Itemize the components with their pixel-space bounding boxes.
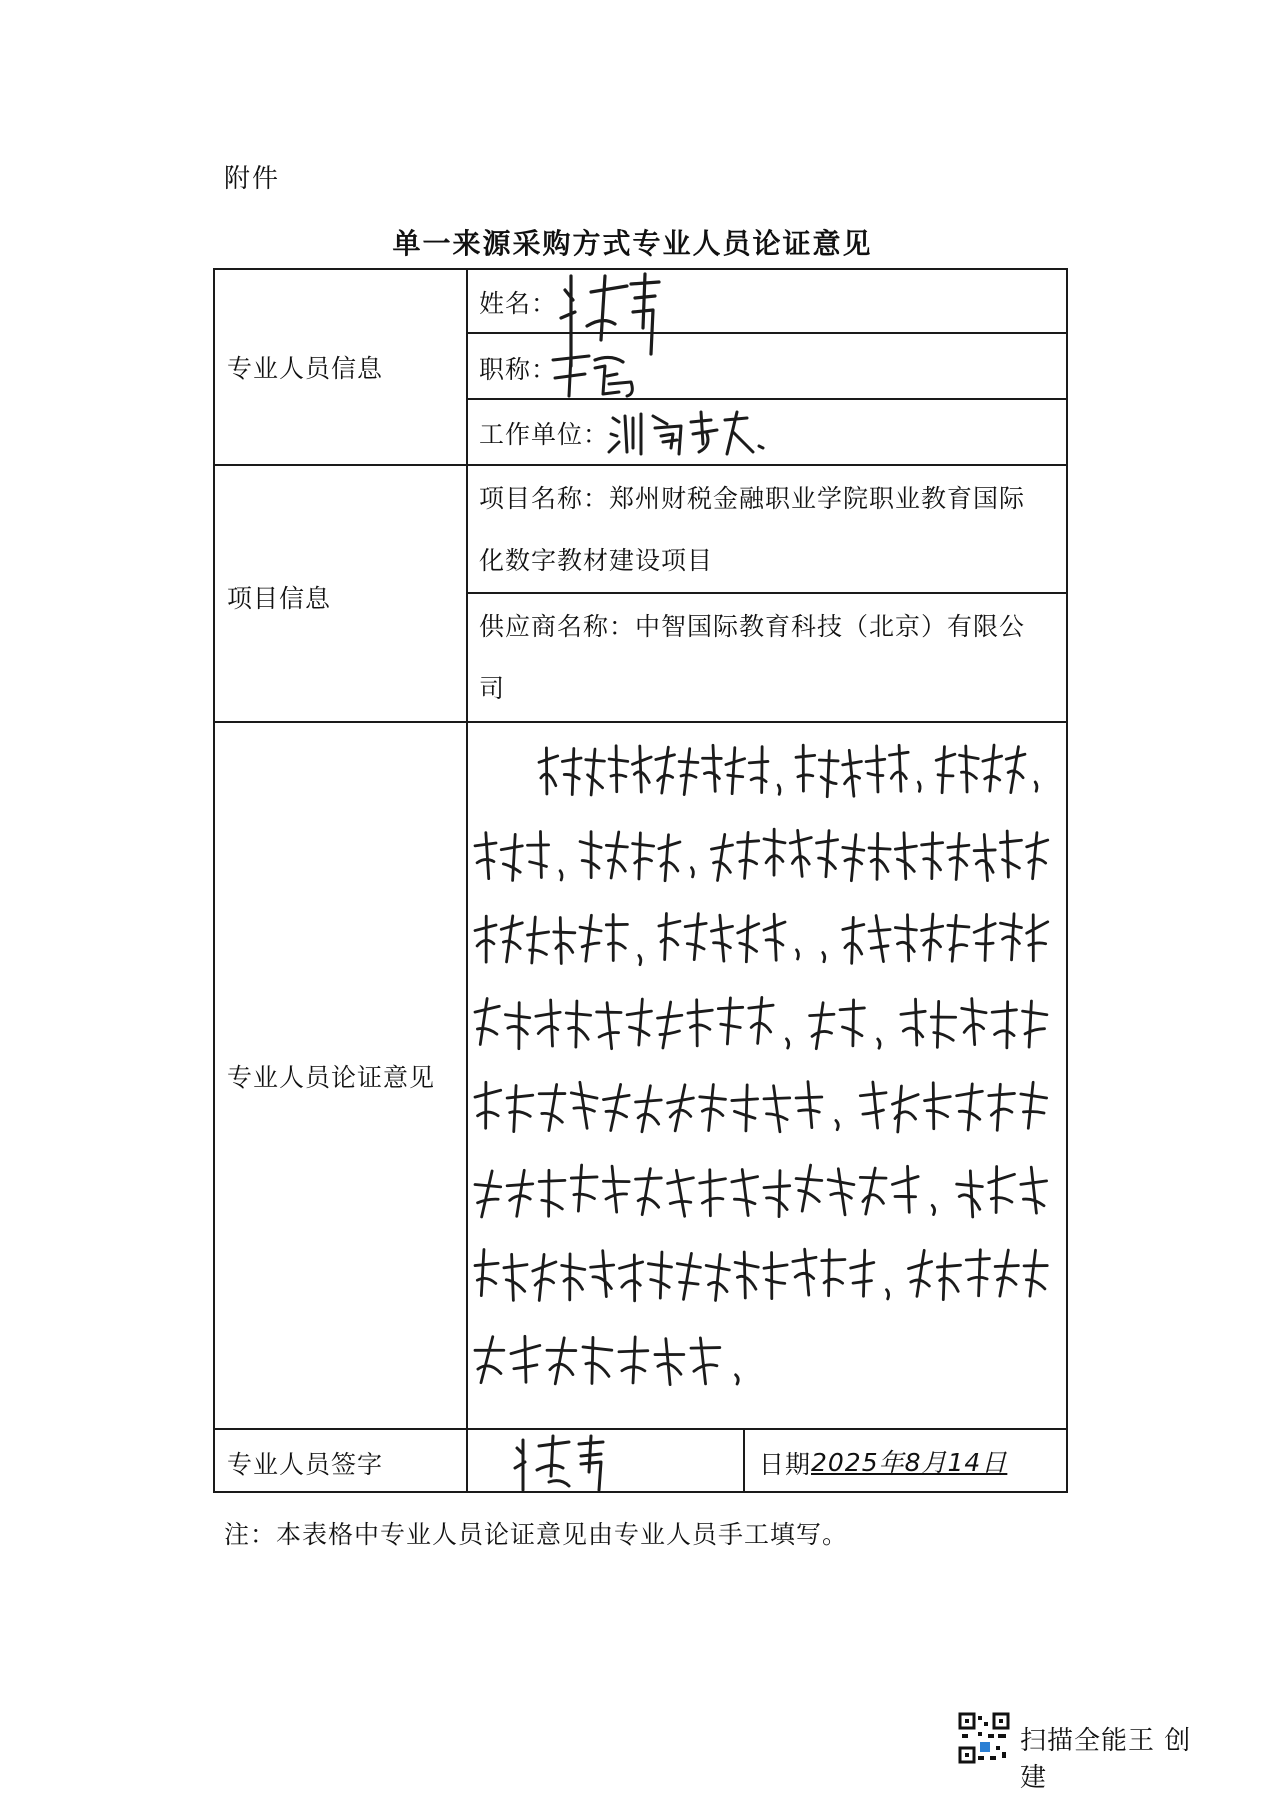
watermark-text: 扫描全能王 创建 xyxy=(1020,1726,1192,1793)
handwritten-char xyxy=(962,999,986,1045)
handwritten-char xyxy=(668,1170,694,1216)
handwritten-char xyxy=(475,833,496,879)
handwritten-char xyxy=(738,832,759,878)
handwritten-char xyxy=(668,1085,694,1131)
handwritten-char xyxy=(749,997,773,1043)
handwritten-char xyxy=(539,1170,565,1216)
opinion-section-label: 专业人员论证意见 xyxy=(227,1063,436,1092)
handwriting-line xyxy=(475,914,1048,965)
handwritten-char xyxy=(892,1166,918,1212)
handwritten-char xyxy=(533,1254,556,1300)
handwritten-char xyxy=(922,833,943,879)
handwritten-char xyxy=(547,1338,576,1384)
row-divider-opinion xyxy=(213,1428,1068,1430)
handwritten-char xyxy=(659,835,680,881)
handwritten-char xyxy=(796,1165,822,1211)
opinion-form-table xyxy=(213,268,1068,1493)
handwritten-char xyxy=(778,785,780,794)
handwritten-char xyxy=(989,1084,1015,1130)
handwritten-char xyxy=(764,829,785,875)
project-name-line-1: 项目名称：郑州财税金融职业学院职业教育国际 xyxy=(479,484,1026,513)
handwritten-char xyxy=(636,1086,662,1132)
handwritten-char xyxy=(895,833,916,879)
handwritten-char xyxy=(738,916,759,962)
handwritten-char xyxy=(562,749,581,795)
project-name-line-2: 化数字教材建设项目 xyxy=(479,546,714,575)
handwritten-char xyxy=(511,1336,540,1382)
handwritten-char xyxy=(983,745,1002,791)
handwritten-char xyxy=(974,835,995,881)
handwritten-char xyxy=(603,1084,629,1130)
handwritten-char xyxy=(1035,782,1037,791)
handwritten-char xyxy=(583,1337,612,1383)
name-label: 姓名： xyxy=(479,289,558,318)
qr-code-icon xyxy=(958,1712,1010,1764)
handwritten-char xyxy=(796,745,815,791)
handwritten-char xyxy=(639,955,641,964)
handwritten-char xyxy=(475,1250,498,1296)
handwritten-char xyxy=(619,1337,648,1383)
handwritten-char xyxy=(989,1166,1015,1212)
handwritten-char xyxy=(700,1084,726,1130)
handwritten-char xyxy=(659,914,680,960)
handwritten-char xyxy=(679,749,698,795)
handwritten-char xyxy=(843,835,864,881)
handwritten-char xyxy=(1021,1167,1047,1213)
handwritten-char xyxy=(936,747,955,793)
handwritten-char xyxy=(528,917,549,963)
handwritten-char xyxy=(1024,1250,1047,1296)
handwritten-char xyxy=(819,751,838,797)
handwritten-char xyxy=(957,1084,983,1130)
handwriting-line xyxy=(475,1165,1047,1217)
table-border-left xyxy=(213,268,215,1493)
handwritten-char xyxy=(810,1003,834,1049)
handwritten-char xyxy=(764,1086,790,1132)
handwritten-char xyxy=(828,1169,854,1215)
title-handwritten xyxy=(549,350,639,400)
handwritten-char xyxy=(764,1253,787,1299)
personnel-section-label: 专业人员信息 xyxy=(227,354,384,383)
table-border-bottom xyxy=(213,1491,1068,1493)
handwritten-char xyxy=(606,832,627,878)
signature-handwritten xyxy=(509,1432,639,1492)
handwritten-char xyxy=(688,1000,712,1046)
handwritten-char xyxy=(609,746,628,792)
handwritten-char xyxy=(790,830,811,876)
handwritten-char xyxy=(736,1375,739,1384)
date-label: 日期 xyxy=(759,1450,812,1479)
handwritten-char xyxy=(658,1002,682,1048)
handwritten-char xyxy=(562,1254,585,1300)
handwritten-char xyxy=(793,1249,816,1295)
handwritten-char xyxy=(507,1086,533,1132)
handwritten-char xyxy=(995,1250,1018,1296)
handwritten-char xyxy=(475,916,496,962)
handwritten-char xyxy=(586,749,605,795)
handwritten-char xyxy=(823,953,825,962)
handwritten-char xyxy=(851,1250,874,1296)
handwritten-char xyxy=(732,1170,758,1216)
signature-label: 专业人员签字 xyxy=(227,1450,384,1479)
handwritten-char xyxy=(843,917,864,963)
handwritten-char xyxy=(606,914,627,960)
handwritten-char xyxy=(1027,915,1048,961)
handwriting-strokes xyxy=(469,724,1065,1426)
handwritten-char xyxy=(764,914,785,960)
row-divider-personnel xyxy=(213,464,1068,466)
handwritten-char xyxy=(636,1169,662,1215)
handwritten-char xyxy=(966,1250,989,1296)
handwritten-char xyxy=(1000,914,1021,960)
project-section-label: 项目信息 xyxy=(227,584,332,613)
handwritten-char xyxy=(796,1082,822,1128)
title-label: 职称： xyxy=(479,355,558,384)
attachment-label: 附件 xyxy=(224,164,281,194)
handwritten-char xyxy=(475,1082,501,1128)
handwritten-char xyxy=(691,868,693,877)
handwritten-char xyxy=(536,1000,560,1046)
handwritten-char xyxy=(937,1254,960,1300)
handwritten-char xyxy=(475,1337,504,1383)
handwritten-char xyxy=(860,1168,886,1214)
handwriting-line xyxy=(539,745,1037,797)
handwritten-char xyxy=(571,1165,597,1211)
handwritten-char xyxy=(922,914,943,960)
handwritten-char xyxy=(931,1001,955,1047)
handwritten-char xyxy=(507,1170,533,1216)
handwritten-char xyxy=(797,950,799,959)
handwritten-char xyxy=(1023,1001,1047,1047)
handwritten-char xyxy=(909,1250,932,1296)
handwritten-char xyxy=(892,1086,918,1132)
handwritten-char xyxy=(1021,1082,1047,1128)
handwritten-char xyxy=(677,1253,700,1299)
opinion-handwritten-text xyxy=(469,724,1065,1426)
row-divider-project xyxy=(213,721,1068,723)
handwritten-char xyxy=(603,1166,629,1212)
handwritten-char xyxy=(840,1000,864,1046)
employer-handwritten xyxy=(607,408,787,458)
handwritten-char xyxy=(878,1039,880,1048)
handwritten-char xyxy=(656,747,675,793)
handwritten-char xyxy=(539,748,558,794)
handwritten-char xyxy=(627,999,651,1045)
handwritten-char xyxy=(948,915,969,961)
handwritten-char xyxy=(726,748,745,794)
date-value: 2025年8月14日 xyxy=(811,1448,1008,1477)
handwritten-char xyxy=(869,833,890,879)
handwritten-char xyxy=(817,831,838,877)
handwritten-char xyxy=(554,918,575,964)
handwritten-char xyxy=(843,750,862,796)
footnote: 注：本表格中专业人员论证意见由专业人员手工填写。 xyxy=(224,1520,849,1549)
handwritten-char xyxy=(974,914,995,960)
handwritten-char xyxy=(822,1250,845,1296)
handwritten-char xyxy=(655,1339,684,1385)
table-border-right xyxy=(1066,268,1068,1493)
handwriting-line xyxy=(475,1082,1047,1132)
handwritten-char xyxy=(948,833,969,879)
handwritten-char xyxy=(918,782,920,791)
handwritten-char xyxy=(539,1085,565,1131)
handwritten-char xyxy=(992,1002,1016,1048)
handwritten-char xyxy=(501,834,522,880)
handwritten-char xyxy=(706,1254,729,1300)
handwritten-char xyxy=(957,1171,983,1217)
handwritten-char xyxy=(571,1082,597,1128)
handwriting-line xyxy=(475,997,1047,1048)
scanner-watermark xyxy=(958,1712,1218,1793)
handwritten-char xyxy=(718,998,742,1044)
table-column-divider xyxy=(466,268,468,1493)
handwritten-char xyxy=(711,834,732,880)
handwritten-char xyxy=(560,871,562,880)
handwriting-line xyxy=(475,829,1048,881)
row-divider-project-name xyxy=(466,592,1068,594)
handwritten-char xyxy=(925,1083,951,1129)
handwritten-char xyxy=(960,746,979,792)
handwritten-char xyxy=(711,915,732,961)
employer-label: 工作单位： xyxy=(479,420,610,449)
handwritten-char xyxy=(504,1254,527,1300)
handwritten-char xyxy=(648,1252,671,1298)
supplier-line-1: 供应商名称：中智国际教育科技（北京）有限公 xyxy=(479,612,1026,641)
handwritten-char xyxy=(566,1001,590,1047)
handwritten-char xyxy=(475,999,499,1045)
document-title: 单一来源采购方式专业人员论证意见 xyxy=(392,227,873,260)
handwritten-char xyxy=(932,1205,934,1214)
handwritten-char xyxy=(501,916,522,962)
handwritten-char xyxy=(901,999,925,1045)
handwritten-char xyxy=(836,1120,838,1129)
handwritten-char xyxy=(620,1255,643,1301)
handwritten-char xyxy=(895,915,916,961)
handwritten-char xyxy=(1006,747,1025,793)
handwritten-char xyxy=(505,1003,529,1049)
handwritten-char xyxy=(597,1003,621,1049)
handwritten-char xyxy=(580,832,601,878)
handwritten-char xyxy=(700,1170,726,1216)
handwritten-char xyxy=(1027,833,1048,879)
handwritten-char xyxy=(787,1039,789,1048)
handwritten-char xyxy=(749,747,768,793)
handwritten-char xyxy=(764,1171,790,1217)
handwritten-char xyxy=(633,833,654,879)
handwritten-char xyxy=(860,1082,886,1128)
handwritten-char xyxy=(591,1251,614,1297)
handwritten-char xyxy=(632,746,651,792)
handwriting-line xyxy=(475,1336,738,1384)
handwritten-char xyxy=(869,916,890,962)
handwritten-char xyxy=(580,915,601,961)
handwritten-char xyxy=(691,1338,720,1384)
handwritten-char xyxy=(475,1171,501,1217)
handwritten-char xyxy=(735,1252,758,1298)
handwritten-char xyxy=(685,914,706,960)
handwritten-char xyxy=(889,745,908,791)
supplier-line-2: 司 xyxy=(479,674,506,703)
handwritten-char xyxy=(732,1085,758,1131)
handwritten-char xyxy=(703,745,722,791)
handwriting-line xyxy=(475,1249,1047,1301)
signature-date-divider xyxy=(743,1428,745,1493)
handwritten-char xyxy=(1000,831,1021,877)
handwritten-char xyxy=(887,1290,889,1299)
handwritten-char xyxy=(866,746,885,792)
handwritten-char xyxy=(528,831,549,877)
